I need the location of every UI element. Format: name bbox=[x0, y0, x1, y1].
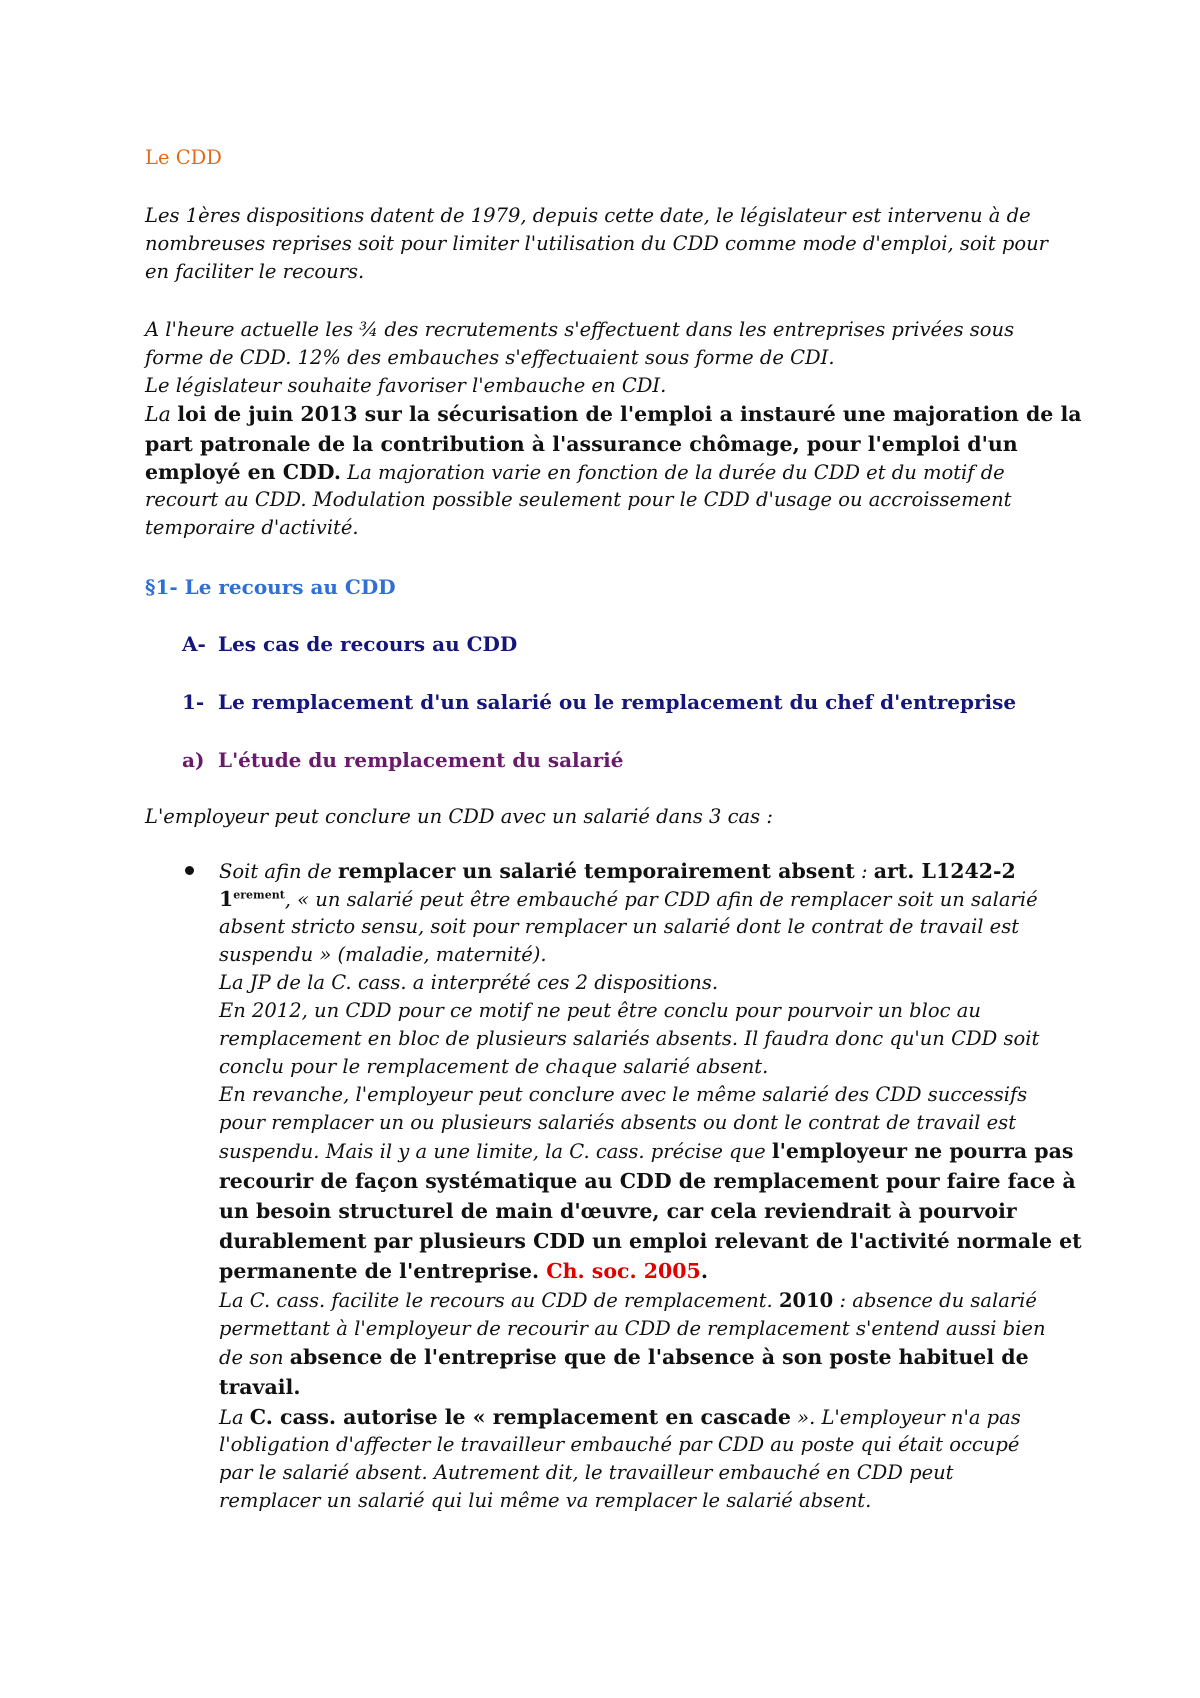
document-title: Le CDD bbox=[145, 146, 222, 169]
bullet-line: absent stricto sensu, soit pour remplacer un salarié dont le contrat de travail est bbox=[219, 915, 1020, 938]
intro-line: en faciliter le recours. bbox=[145, 260, 365, 283]
loi-paragraph-line: recourt au CDD. Modulation possible seulement pour le CDD d'usage ou accroissement bbox=[145, 488, 1012, 511]
lead-sentence: L'employeur peut conclure un CDD avec un salarié dans 3 cas : bbox=[145, 805, 773, 828]
bullet-line: conclu pour le remplacement de chaque salarié absent. bbox=[219, 1055, 769, 1078]
bullet-line: de son absence de l'entreprise que de l'absence à son poste habituel de bbox=[219, 1345, 1029, 1369]
bullet-line: remplacer un salarié qui lui même va remplacer le salarié absent. bbox=[219, 1489, 872, 1512]
bullet-line: suspendu » (maladie, maternité). bbox=[219, 943, 547, 966]
section-heading: §1- Le recours au CDD bbox=[145, 575, 396, 599]
intro-line: A l'heure actuelle les ¾ des recrutements s'effectuent dans les entreprises privées sous bbox=[145, 318, 1015, 341]
intro-line: Les 1ères dispositions datent de 1979, depuis cette date, le législateur est intervenu à de bbox=[145, 204, 1031, 227]
bullet-line: En 2012, un CDD pour ce motif ne peut être conclu pour pourvoir un bloc au bbox=[219, 999, 981, 1022]
bullet-line: travail. bbox=[219, 1375, 301, 1399]
subheading-a: A- Les cas de recours au CDD bbox=[182, 632, 518, 656]
intro-line: Le législateur souhaite favoriser l'embauche en CDI. bbox=[145, 374, 667, 397]
bullet-line: permettant à l'employeur de recourir au CDD de remplacement s'entend aussi bien bbox=[219, 1317, 1046, 1340]
bullet-line: remplacement en bloc de plusieurs salariés absents. Il faudra donc qu'un CDD soit bbox=[219, 1027, 1040, 1050]
loi-paragraph-line: part patronale de la contribution à l'assurance chômage, pour l'emploi d'un bbox=[145, 432, 1018, 456]
bullet-line: suspendu. Mais il y a une limite, la C. cass. précise que l'employeur ne pourra pas bbox=[219, 1139, 1074, 1163]
loi-paragraph-line: employé en CDD. La majoration varie en fonction de la durée du CDD et du motif de bbox=[145, 460, 1005, 484]
bullet-line: $1^{erement}$, « un salarié peut être embauché par CDD afin de remplacer soit un salarié bbox=[219, 887, 1038, 911]
bullet-line: par le salarié absent. Autrement dit, le travailleur embauché en CDD peut bbox=[219, 1461, 954, 1484]
subheading-1: 1- Le remplacement d'un salarié ou le remplacement du chef d'entreprise bbox=[182, 690, 1017, 714]
loi-paragraph-line: temporaire d'activité. bbox=[145, 516, 359, 539]
bullet-line: La JP de la C. cass. a interprété ces 2 dispositions. bbox=[219, 971, 719, 994]
bullet-line: En revanche, l'employeur peut conclure avec le même salarié des CDD successifs bbox=[219, 1083, 1028, 1106]
bullet-line: recourir de façon systématique au CDD de remplacement pour faire face à bbox=[219, 1169, 1076, 1193]
bullet-line: pour remplacer un ou plusieurs salariés absents ou dont le contrat de travail est bbox=[219, 1111, 1017, 1134]
bullet-line: durablement par plusieurs CDD un emploi relevant de l'activité normale et bbox=[219, 1229, 1082, 1253]
subheading-a-lower: a) L'étude du remplacement du salarié bbox=[182, 748, 624, 772]
bullet-dot-icon bbox=[185, 866, 194, 875]
bullet-line: permanente de l'entreprise. Ch. soc. 2005. bbox=[219, 1259, 708, 1283]
intro-line: nombreuses reprises soit pour limiter l'utilisation du CDD comme mode d'emploi, soit pour bbox=[145, 232, 1048, 255]
intro-line: forme de CDD. 12% des embauches s'effectuaient sous forme de CDI. bbox=[145, 346, 835, 369]
bullet-line: un besoin structurel de main d'œuvre, car cela reviendrait à pourvoir bbox=[219, 1199, 1017, 1223]
bullet-line: La C. cass. facilite le recours au CDD de remplacement. 2010 : absence du salarié bbox=[219, 1289, 1037, 1312]
bullet-line: Soit afin de remplacer un salarié temporairement absent : art. L1242-2 bbox=[219, 859, 1016, 883]
bullet-line: La C. cass. autorise le « remplacement en cascade ». L'employeur n'a pas bbox=[219, 1405, 1021, 1429]
bullet-line: l'obligation d'affecter le travailleur embauché par CDD au poste qui était occupé bbox=[219, 1433, 1020, 1456]
loi-paragraph-line: La loi de juin 2013 sur la sécurisation de l'emploi a instauré une majoration de la bbox=[145, 402, 1082, 426]
